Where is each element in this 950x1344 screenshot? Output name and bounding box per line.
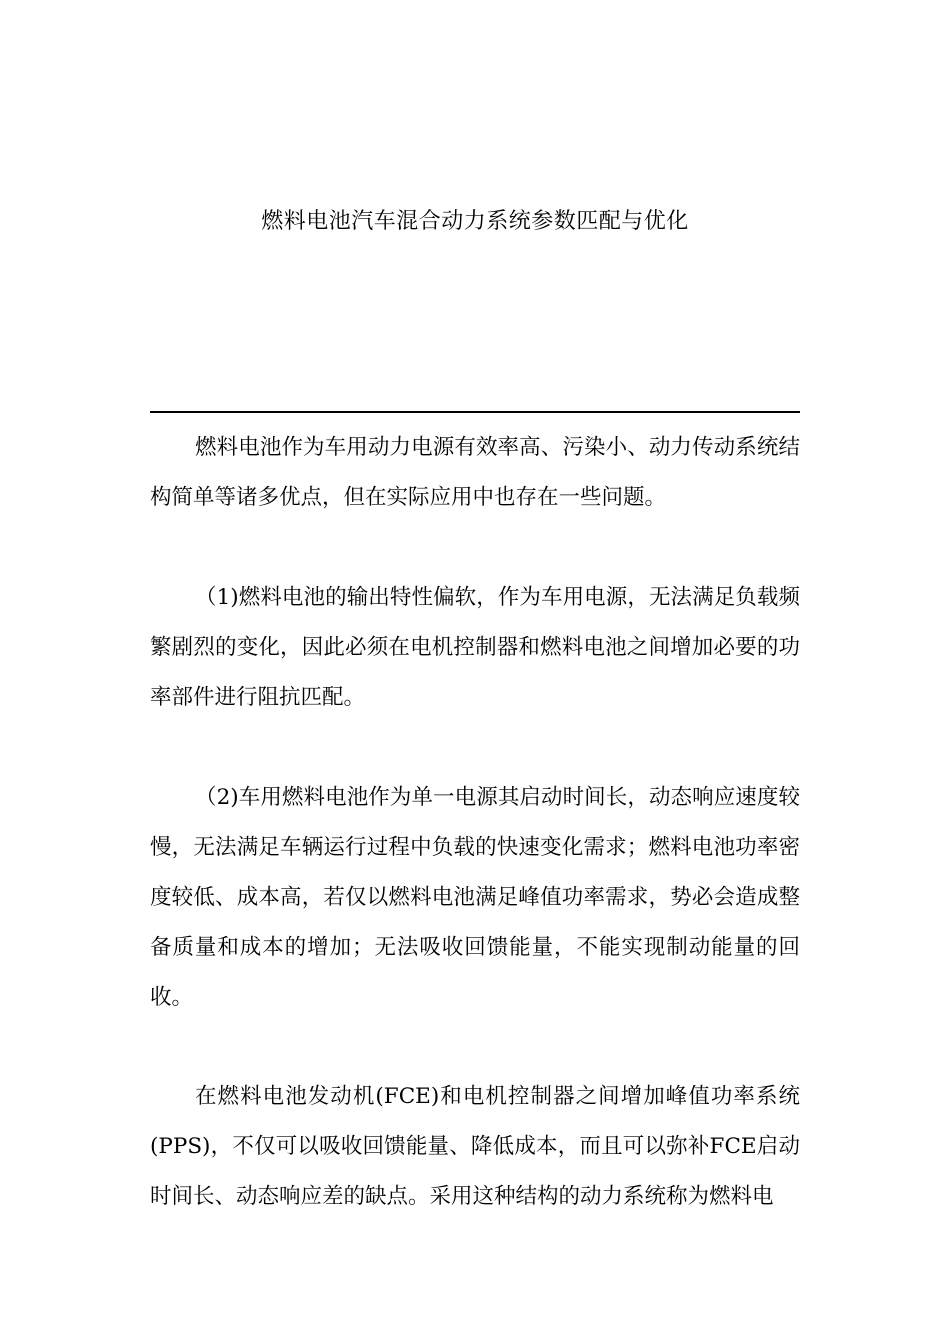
paragraph-point-2: （2)车用燃料电池作为单一电源其启动时间长，动态响应速度较慢，无法满足车辆运行过程中负载的快速变化需求；燃料电池功率密度较低、成本高，若仅以燃料电池满足峰值功率需求，势必会造成整备质量和成本的增加；无法吸收回馈能量，不能实现制动能量的回收。 (150, 785, 800, 1010)
paragraph-point-1: （1)燃料电池的输出特性偏软，作为车用电源，无法满足负载频繁剧烈的变化，因此必须在电机控制器和燃料电池之间增加必要的功率部件进行阻抗匹配。 (150, 585, 800, 710)
page-title: 燃料电池汽车混合动力系统参数匹配与优化 (261, 209, 689, 234)
paragraph-intro: 燃料电池作为车用动力电源有效率高、污染小、动力传动系统结构简单等诸多优点，但在实际应用中也存在一些问题。 (150, 435, 800, 510)
horizontal-divider (150, 411, 800, 413)
paragraph-pps: 在燃料电池发动机(FCE)和电机控制器之间增加峰值功率系统(PPS)，不仅可以吸收回馈能量、降低成本，而且可以弥补FCE启动时间长、动态响应差的缺点。采用这种结构的动力系统称为燃料电 (150, 1084, 800, 1209)
